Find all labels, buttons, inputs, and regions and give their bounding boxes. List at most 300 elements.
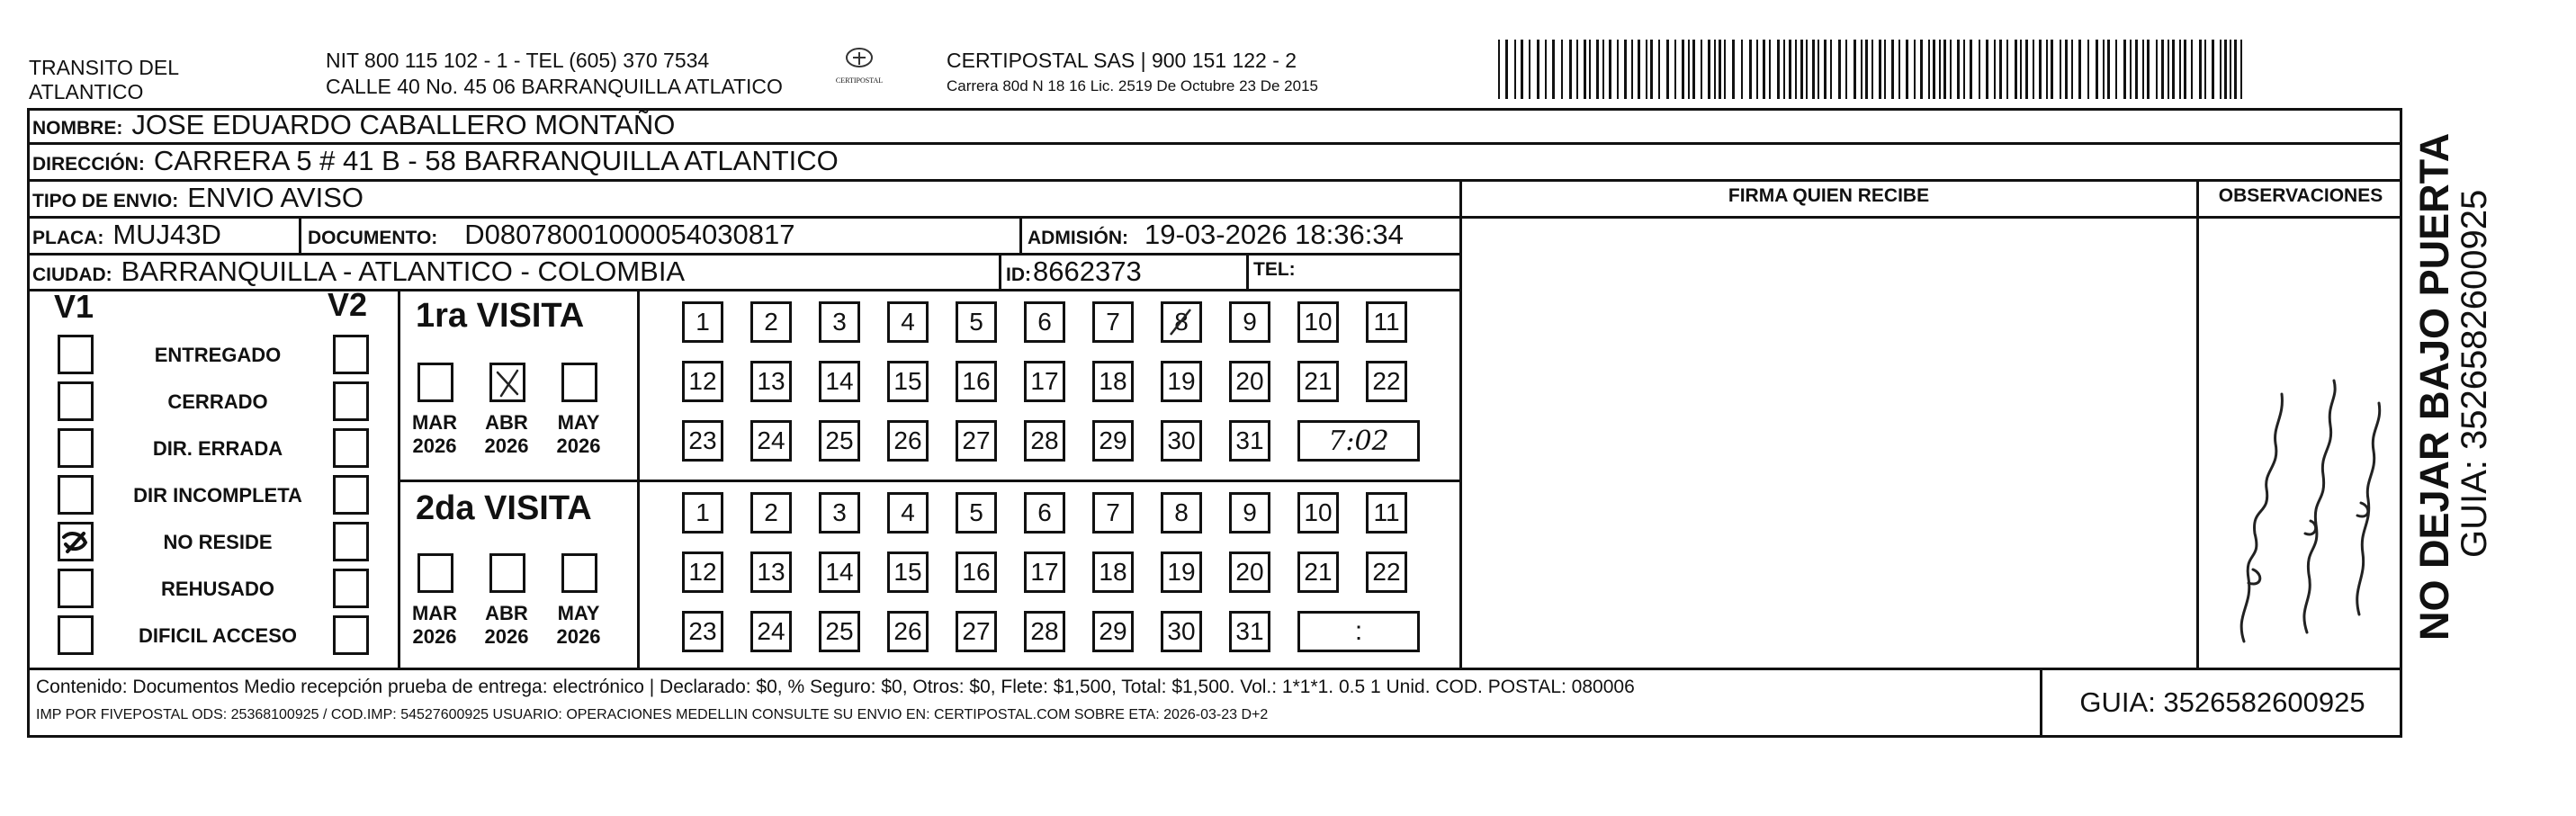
barcode-bar (1521, 40, 1523, 99)
barcode-bar (1596, 40, 1599, 99)
barcode-bar (1845, 40, 1847, 99)
barcode-bar (1749, 40, 1752, 99)
company-line: CERTIPOSTAL SAS | 900 151 122 - 2 (947, 49, 1297, 72)
second-time-box[interactable] (1297, 611, 1420, 652)
second-day-box[interactable] (819, 492, 860, 534)
first-day-box[interactable] (819, 361, 860, 402)
second-day-box[interactable] (750, 611, 792, 652)
barcode-bar (1602, 40, 1604, 99)
barcode-bar (2156, 40, 2158, 99)
direccion-label: DIRECCIÓN: (32, 154, 145, 175)
first-month-checkbox[interactable] (561, 363, 597, 402)
barcode-bar (2071, 40, 2073, 99)
v1-checkbox[interactable] (58, 428, 94, 468)
day-number: 30 (1167, 617, 1196, 645)
second-day-box[interactable] (819, 551, 860, 593)
barcode-bar (1891, 40, 1894, 99)
barcode-bar (1963, 40, 1965, 99)
barcode-bar (2172, 40, 2175, 99)
status-label: CERRADO (167, 390, 268, 413)
admision-value: 19-03-2026 18:36:34 (1144, 219, 1404, 250)
day-number: 10 (1304, 498, 1333, 526)
second-month-checkbox[interactable] (417, 553, 453, 593)
first-day-box[interactable] (1297, 301, 1339, 343)
second-day-box[interactable] (819, 611, 860, 652)
address-line: CALLE 40 No. 45 06 BARRANQUILLA ATLATICO (326, 75, 783, 98)
second-day-box[interactable] (682, 611, 723, 652)
day-number: 24 (757, 617, 785, 645)
day-number: 3 (832, 498, 847, 526)
day-number: 8 (1174, 498, 1189, 526)
first-time-box[interactable] (1297, 420, 1420, 462)
documento-label: DOCUMENTO: (308, 228, 438, 248)
day-number: 17 (1030, 367, 1059, 395)
barcode-bar (2168, 40, 2169, 99)
v2-checkbox[interactable] (333, 569, 369, 608)
first-day-box[interactable] (1024, 361, 1065, 402)
barcode-bar (2142, 40, 2144, 99)
barcode-bar (1561, 40, 1563, 99)
first-day-box[interactable] (956, 301, 997, 343)
barcode-bar (1498, 40, 1500, 99)
barcode-bar (1789, 40, 1791, 99)
observations-area[interactable] (2199, 219, 2401, 666)
barcode-bar (1650, 40, 1653, 99)
first-day-box[interactable] (682, 420, 723, 462)
first-day-box[interactable] (1092, 420, 1134, 462)
first-month-checkbox[interactable] (489, 363, 525, 402)
second-day-box[interactable] (682, 492, 723, 534)
barcode-bar (1818, 40, 1819, 99)
barcode-bar (1939, 40, 1941, 99)
id-field (1006, 256, 1142, 288)
barcode-bar (1838, 40, 1841, 99)
barcode-bar (2115, 40, 2117, 99)
barcode-bar (1674, 40, 1676, 99)
day-number: 14 (825, 367, 854, 395)
first-day-box[interactable] (1366, 361, 1407, 402)
barcode-bar (1853, 40, 1856, 99)
day-number: 13 (757, 558, 785, 586)
second-day-box[interactable] (1366, 492, 1407, 534)
ciudad-value: BARRANQUILLA - ATLANTICO - COLOMBIA (121, 256, 686, 287)
barcode-bar (1688, 40, 1690, 99)
nombre-value: JOSE EDUARDO CABALLERO MONTAÑO (131, 109, 676, 140)
ciudad-label: CIUDAD: (32, 265, 112, 285)
admision-field (1028, 219, 1404, 251)
first-month-label (403, 411, 466, 458)
ciudad-field (32, 256, 685, 288)
barcode-bar (1666, 40, 1669, 99)
guia-box: GUIA: 3526582600925 (2079, 686, 2365, 718)
day-number: 13 (757, 367, 785, 395)
first-day-box[interactable] (887, 420, 929, 462)
day-number: 31 (1235, 426, 1264, 454)
placa-value: MUJ43D (112, 219, 221, 250)
month-name: MAY (557, 602, 600, 624)
direccion-value: CARRERA 5 # 41 B - 58 BARRANQUILLA ATLANTICO (153, 145, 839, 176)
barcode-bar (1812, 40, 1815, 99)
firma-header: FIRMA QUIEN RECIBE (1728, 185, 1930, 206)
first-month-checkbox[interactable] (417, 363, 453, 402)
license-line: Carrera 80d N 18 16 Lic. 2519 De Octubre 23 De 2015 (947, 77, 1318, 94)
second-day-box[interactable] (1092, 551, 1134, 593)
day-number: 7 (1106, 498, 1120, 526)
barcode-bar (2161, 40, 2164, 99)
barcode-bar (1933, 40, 1935, 99)
second-visit-title: 2da VISITA (416, 489, 592, 527)
barcode-bar (1609, 40, 1611, 99)
second-day-box[interactable] (1024, 611, 1065, 652)
second-month-checkbox[interactable] (561, 553, 597, 593)
admision-label: ADMISIÓN: (1028, 228, 1128, 248)
first-day-box[interactable] (1229, 301, 1270, 343)
logo-text: CERTIPOSTAL (835, 76, 884, 85)
month-year: 2026 (412, 625, 457, 648)
second-day-box[interactable] (887, 611, 929, 652)
barcode-bar (1724, 40, 1726, 99)
month-year: 2026 (484, 625, 529, 648)
barcode-bar (1708, 40, 1710, 99)
barcode-bar (1658, 40, 1660, 99)
second-day-box[interactable] (1161, 611, 1202, 652)
day-number: 16 (962, 367, 991, 395)
first-day-box[interactable] (887, 361, 929, 402)
v1-checkbox[interactable] (58, 381, 94, 421)
id-value: 8662373 (1033, 256, 1142, 287)
barcode-bar (2039, 40, 2042, 99)
barcode (1498, 40, 2247, 99)
day-number: 30 (1167, 426, 1196, 454)
status-label: REHUSADO (161, 578, 274, 600)
first-day-box[interactable] (1092, 361, 1134, 402)
day-number: 29 (1099, 426, 1127, 454)
day-mark-icon (1163, 304, 1199, 340)
no-dejar-bajo-puerta: NO DEJAR BAJO PUERTA (2411, 132, 2457, 641)
day-number: 16 (962, 558, 991, 586)
day-number: 2 (764, 498, 778, 526)
day-number: 5 (969, 308, 983, 336)
barcode-bar (2230, 40, 2231, 99)
first-month-label (475, 411, 538, 458)
logo-icon (844, 47, 875, 72)
second-month-label (403, 602, 466, 649)
v2-checkbox[interactable] (333, 475, 369, 515)
contenido-text: Contenido: Documentos Medio recepción prueba de entrega: electrónico | Declarado: $0, % Seguro: $0, Otros: $0, Flete: $1,500, Total: $1,500. Vol.: 1*1*1. 0.5 1 Unid. COD. POSTAL: 080006 (36, 677, 1635, 697)
barcode-bar (1879, 40, 1881, 99)
second-day-box[interactable] (1024, 551, 1065, 593)
day-number: 5 (969, 498, 983, 526)
barcode-bar (1756, 40, 1758, 99)
barcode-bar (1624, 40, 1627, 99)
handwritten-observation-icon (2199, 219, 2401, 666)
month-year: 2026 (412, 435, 457, 457)
barcode-bar (1514, 40, 1516, 99)
org-line-1: TRANSITO DEL (29, 56, 179, 79)
month-name: MAY (557, 411, 600, 434)
month-name: ABR (485, 411, 528, 434)
day-number: 25 (825, 426, 854, 454)
second-month-label (547, 602, 610, 649)
day-number: 21 (1304, 558, 1333, 586)
first-visit-title: 1ra VISITA (416, 297, 585, 335)
day-number: 3 (832, 308, 847, 336)
barcode-bar (2234, 40, 2237, 99)
tipo-envio-value: ENVIO AVISO (187, 182, 364, 213)
barcode-bar (1732, 40, 1735, 99)
day-number: 11 (1373, 308, 1400, 336)
barcode-bar (2060, 40, 2061, 99)
x-mark-icon (492, 365, 523, 399)
barcode-bar (2147, 40, 2150, 99)
barcode-bar (2033, 40, 2034, 99)
status-label: DIR. ERRADA (152, 437, 283, 460)
barcode-bar (1943, 40, 1946, 99)
day-number: 19 (1167, 558, 1196, 586)
day-number: 29 (1099, 617, 1127, 645)
barcode-bar (1999, 40, 2002, 99)
month-name: MAR (411, 411, 458, 434)
barcode-bar (2015, 40, 2017, 99)
v1-checkbox[interactable] (58, 569, 94, 608)
day-number: 27 (962, 426, 991, 454)
barcode-bar (2123, 40, 2126, 99)
second-day-box[interactable] (682, 551, 723, 593)
barcode-bar (1830, 40, 1832, 99)
second-day-box[interactable] (1297, 492, 1339, 534)
barcode-bar (1871, 40, 1873, 99)
day-number: 8 (1174, 308, 1189, 336)
barcode-bar (1576, 40, 1578, 99)
first-day-box[interactable] (1024, 301, 1065, 343)
day-number: 1 (696, 308, 710, 336)
day-number: 1 (696, 498, 710, 526)
second-day-box[interactable] (750, 551, 792, 593)
first-day-box[interactable] (1229, 420, 1270, 462)
second-day-box[interactable] (750, 492, 792, 534)
barcode-bar (1529, 40, 1530, 99)
second-day-box[interactable] (1024, 492, 1065, 534)
barcode-bar (2224, 40, 2227, 99)
barcode-bar (1638, 40, 1640, 99)
second-day-box[interactable] (1229, 611, 1270, 652)
barcode-bar (2020, 40, 2022, 99)
barcode-bar (1906, 40, 1908, 99)
barcode-bar (1986, 40, 1988, 99)
first-day-box[interactable] (819, 420, 860, 462)
day-number: 26 (893, 426, 922, 454)
day-number: 26 (893, 617, 922, 645)
day-number: 17 (1030, 558, 1059, 586)
first-month-label (547, 411, 610, 458)
first-day-box[interactable] (1161, 301, 1202, 343)
day-number: 6 (1037, 498, 1052, 526)
barcode-bar (1589, 40, 1591, 99)
barcode-bar (1783, 40, 1785, 99)
day-number: 20 (1235, 558, 1264, 586)
guia-vertical: GUIA: 3526582600925 (2455, 189, 2494, 558)
barcode-bar (1950, 40, 1952, 99)
nombre-row (32, 109, 675, 141)
second-day-box[interactable] (1229, 492, 1270, 534)
barcode-bar (2135, 40, 2138, 99)
second-day-box[interactable] (1092, 492, 1134, 534)
first-day-box[interactable] (682, 361, 723, 402)
barcode-bar (1898, 40, 1900, 99)
day-number: 23 (688, 426, 717, 454)
day-number: 11 (1373, 498, 1400, 526)
barcode-bar (1920, 40, 1923, 99)
status-label: NO RESIDE (163, 531, 273, 553)
barcode-bar (1714, 40, 1716, 99)
barcode-bar (2199, 40, 2202, 99)
barcode-bar (1545, 40, 1547, 99)
first-day-box[interactable] (1366, 301, 1407, 343)
first-day-box[interactable] (750, 420, 792, 462)
status-label: DIFICIL ACCESO (138, 624, 297, 647)
barcode-bar (2204, 40, 2206, 99)
tel-field (1253, 259, 1296, 281)
barcode-bar (2087, 40, 2089, 99)
v2-checkbox[interactable] (333, 522, 369, 561)
v1-checkbox[interactable] (58, 475, 94, 515)
v1-label: V1 (54, 288, 94, 325)
barcode-bar (1914, 40, 1916, 99)
v2-checkbox[interactable] (333, 428, 369, 468)
barcode-bar (1569, 40, 1572, 99)
barcode-bar (1861, 40, 1862, 99)
barcode-bar (1505, 40, 1508, 99)
second-day-box[interactable] (887, 492, 929, 534)
barcode-bar (1741, 40, 1743, 99)
second-day-box[interactable] (887, 551, 929, 593)
barcode-bar (1800, 40, 1803, 99)
v1-checkbox[interactable] (58, 522, 94, 561)
second-day-box[interactable] (1229, 551, 1270, 593)
first-day-box[interactable] (956, 420, 997, 462)
day-number: 28 (1030, 617, 1059, 645)
tel-label: TEL: (1253, 259, 1296, 280)
second-day-box[interactable] (956, 551, 997, 593)
day-number: 22 (1372, 367, 1401, 395)
v2-checkbox[interactable] (333, 381, 369, 421)
id-label: ID: (1006, 265, 1031, 285)
barcode-bar (1806, 40, 1808, 99)
first-day-box[interactable] (1297, 361, 1339, 402)
first-day-box[interactable] (1024, 420, 1065, 462)
signature-area[interactable] (1463, 219, 2195, 666)
barcode-bar (1884, 40, 1886, 99)
v2-checkbox[interactable] (333, 335, 369, 374)
day-number: 27 (962, 617, 991, 645)
barcode-bar (1865, 40, 1868, 99)
barcode-bar (1769, 40, 1771, 99)
placa-field (32, 219, 221, 251)
day-number: 15 (893, 558, 922, 586)
check-mark-icon (60, 525, 91, 559)
day-number: 12 (688, 367, 717, 395)
first-day-box[interactable] (887, 301, 929, 343)
first-day-box[interactable] (750, 361, 792, 402)
barcode-bar (1584, 40, 1586, 99)
placa-label: PLACA: (32, 228, 104, 248)
barcode-bar (1701, 40, 1702, 99)
barcode-bar (2096, 40, 2098, 99)
day-number: 15 (893, 367, 922, 395)
tipo-envio-row (32, 182, 364, 214)
first-day-box[interactable] (1161, 420, 1202, 462)
first-day-box[interactable] (1229, 361, 1270, 402)
first-day-box[interactable] (750, 301, 792, 343)
barcode-bar (1928, 40, 1930, 99)
day-number: 22 (1372, 558, 1401, 586)
day-number: 31 (1235, 617, 1264, 645)
nit-line: NIT 800 115 102 - 1 - TEL (605) 370 7534 (326, 49, 710, 72)
day-number: 7 (1106, 308, 1120, 336)
day-number: 4 (901, 498, 915, 526)
day-number: 10 (1304, 308, 1333, 336)
barcode-bar (2191, 40, 2193, 99)
v1-checkbox[interactable] (58, 335, 94, 374)
barcode-bar (1537, 40, 1539, 99)
day-number: 12 (688, 558, 717, 586)
barcode-bar (1970, 40, 1972, 99)
first-day-box[interactable] (819, 301, 860, 343)
barcode-bar (1631, 40, 1633, 99)
second-day-box[interactable] (1366, 551, 1407, 593)
second-day-box[interactable] (1161, 551, 1202, 593)
v1-checkbox[interactable] (58, 615, 94, 655)
second-day-box[interactable] (1297, 551, 1339, 593)
second-day-box[interactable] (1092, 611, 1134, 652)
second-day-box[interactable] (956, 492, 997, 534)
day-number: 21 (1304, 367, 1333, 395)
barcode-bar (1719, 40, 1721, 99)
day-number: 9 (1243, 308, 1257, 336)
day-number: 20 (1235, 367, 1264, 395)
time-value: 7:02 (1328, 425, 1389, 457)
first-day-box[interactable] (682, 301, 723, 343)
barcode-bar (2107, 40, 2110, 99)
day-number: 25 (825, 617, 854, 645)
org-name (29, 56, 179, 104)
day-number: 24 (757, 426, 785, 454)
second-month-checkbox[interactable] (489, 553, 525, 593)
documento-value: D08078001000054030817 (464, 219, 795, 250)
second-day-box[interactable] (1161, 492, 1202, 534)
v2-checkbox[interactable] (333, 615, 369, 655)
day-number: 9 (1243, 498, 1257, 526)
month-name: ABR (485, 602, 528, 624)
nombre-label: NOMBRE: (32, 118, 123, 139)
barcode-bar (2179, 40, 2181, 99)
first-day-box[interactable] (1161, 361, 1202, 402)
first-day-box[interactable] (1092, 301, 1134, 343)
barcode-bar (1682, 40, 1684, 99)
sender-info (326, 49, 783, 99)
time-value: : (1354, 616, 1363, 646)
barcode-bar (1617, 40, 1619, 99)
barcode-bar (2212, 40, 2214, 99)
barcode-bar (1777, 40, 1780, 99)
second-day-box[interactable] (956, 611, 997, 652)
month-year: 2026 (556, 625, 601, 648)
day-number: 18 (1099, 367, 1127, 395)
certipostal-logo (828, 47, 891, 85)
barcode-bar (2078, 40, 2081, 99)
day-number: 2 (764, 308, 778, 336)
first-day-box[interactable] (956, 361, 997, 402)
